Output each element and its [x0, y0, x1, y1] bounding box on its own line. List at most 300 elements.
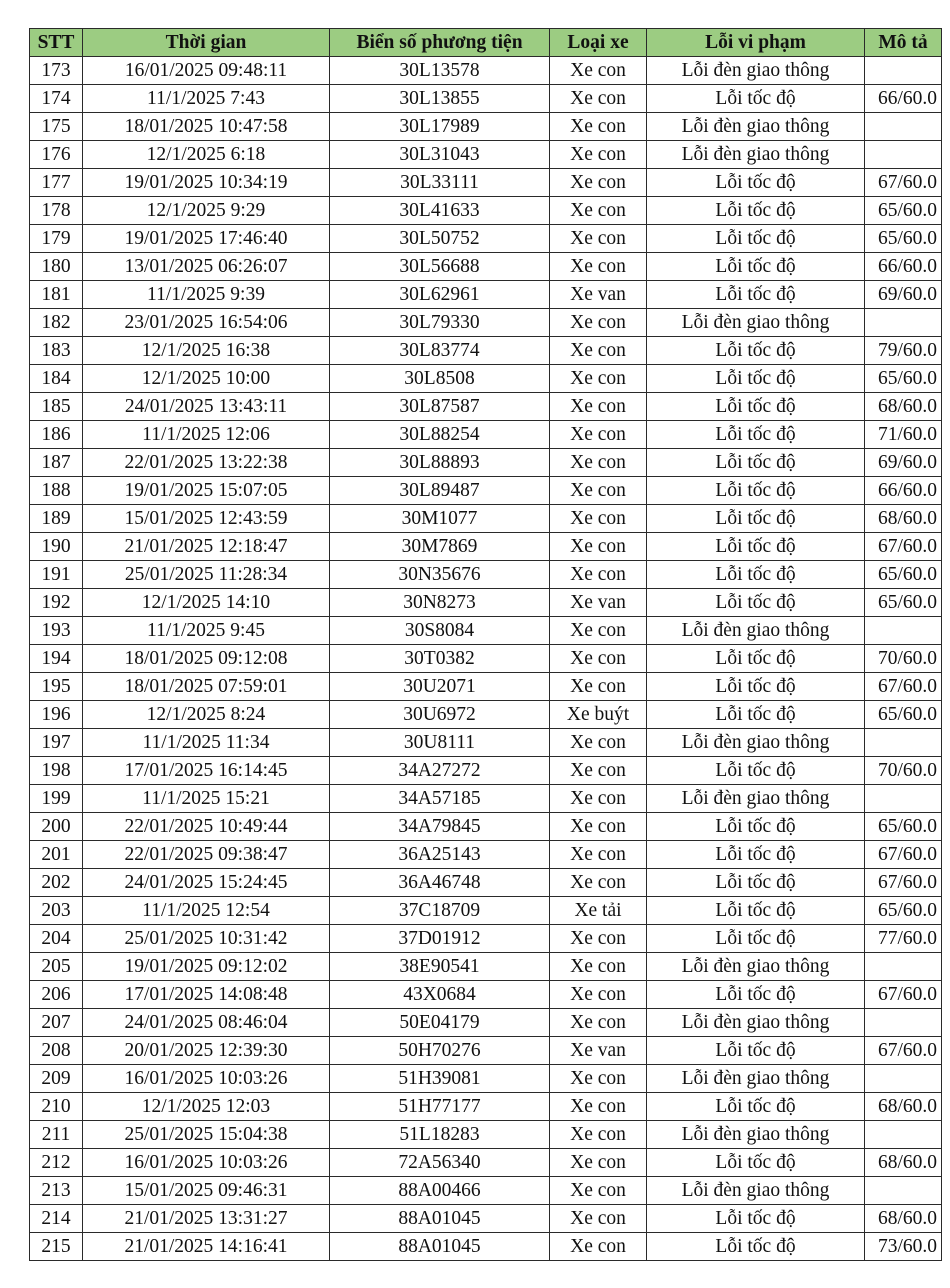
cell-violation: Lỗi tốc độ [647, 869, 865, 897]
table-row [30, 1093, 942, 1121]
cell-plate: 30S8084 [330, 617, 550, 645]
cell-vehicle-type: Xe con [550, 141, 647, 169]
table-row [30, 393, 942, 421]
cell-stt: 197 [30, 729, 83, 757]
cell-stt: 214 [30, 1205, 83, 1233]
cell-stt: 188 [30, 477, 83, 505]
cell-time: 25/01/2025 10:31:42 [83, 925, 330, 953]
cell-plate: 30L79330 [330, 309, 550, 337]
cell-description: 66/60.0 [865, 253, 942, 281]
table-row [30, 1205, 942, 1233]
cell-description [865, 1009, 942, 1037]
cell-stt: 175 [30, 113, 83, 141]
table-row [30, 645, 942, 673]
table-row [30, 617, 942, 645]
cell-time: 16/01/2025 10:03:26 [83, 1149, 330, 1177]
cell-plate: 30L88893 [330, 449, 550, 477]
cell-stt: 212 [30, 1149, 83, 1177]
cell-description [865, 141, 942, 169]
cell-description: 68/60.0 [865, 1093, 942, 1121]
cell-plate: 30U8111 [330, 729, 550, 757]
cell-violation: Lỗi tốc độ [647, 841, 865, 869]
cell-vehicle-type: Xe con [550, 169, 647, 197]
cell-stt: 198 [30, 757, 83, 785]
cell-stt: 207 [30, 1009, 83, 1037]
cell-vehicle-type: Xe tải [550, 897, 647, 925]
cell-time: 11/1/2025 15:21 [83, 785, 330, 813]
cell-time: 12/1/2025 6:18 [83, 141, 330, 169]
cell-plate: 34A57185 [330, 785, 550, 813]
cell-description [865, 57, 942, 85]
cell-description [865, 1121, 942, 1149]
cell-vehicle-type: Xe con [550, 393, 647, 421]
cell-stt: 180 [30, 253, 83, 281]
cell-violation: Lỗi đèn giao thông [647, 309, 865, 337]
cell-violation: Lỗi tốc độ [647, 1149, 865, 1177]
cell-vehicle-type: Xe con [550, 225, 647, 253]
cell-violation: Lỗi đèn giao thông [647, 617, 865, 645]
cell-description [865, 309, 942, 337]
cell-description: 79/60.0 [865, 337, 942, 365]
cell-description: 65/60.0 [865, 365, 942, 393]
cell-stt: 201 [30, 841, 83, 869]
cell-description: 65/60.0 [865, 589, 942, 617]
cell-description: 70/60.0 [865, 645, 942, 673]
cell-plate: 30M7869 [330, 533, 550, 561]
cell-plate: 30L8508 [330, 365, 550, 393]
table-row [30, 113, 942, 141]
cell-description: 67/60.0 [865, 673, 942, 701]
cell-violation: Lỗi tốc độ [647, 925, 865, 953]
table-row [30, 1009, 942, 1037]
cell-violation: Lỗi tốc độ [647, 589, 865, 617]
cell-description [865, 785, 942, 813]
cell-vehicle-type: Xe con [550, 477, 647, 505]
cell-violation: Lỗi tốc độ [647, 981, 865, 1009]
violations-table [29, 28, 942, 1261]
cell-vehicle-type: Xe van [550, 281, 647, 309]
cell-time: 21/01/2025 13:31:27 [83, 1205, 330, 1233]
cell-violation: Lỗi đèn giao thông [647, 785, 865, 813]
cell-plate: 30L62961 [330, 281, 550, 309]
table-row [30, 197, 942, 225]
cell-plate: 30N35676 [330, 561, 550, 589]
header-plate: Biển số phương tiện [330, 29, 550, 57]
cell-time: 11/1/2025 9:39 [83, 281, 330, 309]
cell-description [865, 617, 942, 645]
cell-description [865, 1065, 942, 1093]
cell-stt: 196 [30, 701, 83, 729]
header-vehicle-type: Loại xe [550, 29, 647, 57]
cell-description: 70/60.0 [865, 757, 942, 785]
cell-time: 20/01/2025 12:39:30 [83, 1037, 330, 1065]
cell-plate: 30L50752 [330, 225, 550, 253]
cell-violation: Lỗi đèn giao thông [647, 729, 865, 757]
cell-description [865, 113, 942, 141]
table-row [30, 1121, 942, 1149]
cell-description: 67/60.0 [865, 169, 942, 197]
cell-violation: Lỗi đèn giao thông [647, 953, 865, 981]
cell-violation: Lỗi tốc độ [647, 673, 865, 701]
cell-time: 11/1/2025 12:54 [83, 897, 330, 925]
header-description: Mô tả [865, 29, 942, 57]
header-row [30, 29, 942, 57]
cell-vehicle-type: Xe con [550, 449, 647, 477]
cell-stt: 173 [30, 57, 83, 85]
cell-time: 18/01/2025 09:12:08 [83, 645, 330, 673]
table-row [30, 757, 942, 785]
cell-time: 19/01/2025 17:46:40 [83, 225, 330, 253]
table-row [30, 1233, 942, 1261]
cell-plate: 30L83774 [330, 337, 550, 365]
cell-plate: 36A25143 [330, 841, 550, 869]
cell-violation: Lỗi tốc độ [647, 1205, 865, 1233]
table-row [30, 897, 942, 925]
table-row [30, 57, 942, 85]
cell-violation: Lỗi tốc độ [647, 225, 865, 253]
cell-stt: 211 [30, 1121, 83, 1149]
cell-plate: 30L17989 [330, 113, 550, 141]
cell-vehicle-type: Xe con [550, 869, 647, 897]
cell-plate: 51H39081 [330, 1065, 550, 1093]
cell-vehicle-type: Xe con [550, 561, 647, 589]
table-row [30, 309, 942, 337]
cell-vehicle-type: Xe con [550, 785, 647, 813]
cell-plate: 37C18709 [330, 897, 550, 925]
cell-time: 17/01/2025 16:14:45 [83, 757, 330, 785]
cell-time: 25/01/2025 11:28:34 [83, 561, 330, 589]
table-row [30, 449, 942, 477]
header-time: Thời gian [83, 29, 330, 57]
cell-violation: Lỗi tốc độ [647, 85, 865, 113]
cell-plate: 88A01045 [330, 1205, 550, 1233]
cell-description: 68/60.0 [865, 393, 942, 421]
cell-plate: 43X0684 [330, 981, 550, 1009]
cell-plate: 30T0382 [330, 645, 550, 673]
cell-violation: Lỗi tốc độ [647, 897, 865, 925]
cell-stt: 187 [30, 449, 83, 477]
cell-description [865, 953, 942, 981]
cell-description: 73/60.0 [865, 1233, 942, 1261]
table-row [30, 673, 942, 701]
table-row [30, 1177, 942, 1205]
table-row [30, 589, 942, 617]
table-row [30, 1037, 942, 1065]
cell-violation: Lỗi tốc độ [647, 645, 865, 673]
cell-time: 12/1/2025 16:38 [83, 337, 330, 365]
table-row [30, 1065, 942, 1093]
cell-time: 12/1/2025 8:24 [83, 701, 330, 729]
table-row [30, 169, 942, 197]
cell-stt: 191 [30, 561, 83, 589]
cell-stt: 193 [30, 617, 83, 645]
cell-vehicle-type: Xe con [550, 85, 647, 113]
cell-description: 68/60.0 [865, 1205, 942, 1233]
cell-violation: Lỗi tốc độ [647, 281, 865, 309]
table-body [30, 57, 942, 1261]
cell-time: 23/01/2025 16:54:06 [83, 309, 330, 337]
cell-vehicle-type: Xe con [550, 365, 647, 393]
cell-vehicle-type: Xe con [550, 309, 647, 337]
cell-time: 17/01/2025 14:08:48 [83, 981, 330, 1009]
cell-time: 11/1/2025 11:34 [83, 729, 330, 757]
cell-vehicle-type: Xe con [550, 337, 647, 365]
cell-stt: 182 [30, 309, 83, 337]
cell-time: 12/1/2025 14:10 [83, 589, 330, 617]
cell-stt: 206 [30, 981, 83, 1009]
cell-plate: 50H70276 [330, 1037, 550, 1065]
cell-description: 65/60.0 [865, 197, 942, 225]
cell-description: 67/60.0 [865, 533, 942, 561]
cell-violation: Lỗi tốc độ [647, 197, 865, 225]
cell-stt: 215 [30, 1233, 83, 1261]
cell-description: 77/60.0 [865, 925, 942, 953]
cell-vehicle-type: Xe con [550, 1009, 647, 1037]
cell-stt: 176 [30, 141, 83, 169]
cell-plate: 37D01912 [330, 925, 550, 953]
cell-plate: 51H77177 [330, 1093, 550, 1121]
table-row [30, 925, 942, 953]
cell-vehicle-type: Xe con [550, 253, 647, 281]
cell-description: 67/60.0 [865, 981, 942, 1009]
cell-time: 13/01/2025 06:26:07 [83, 253, 330, 281]
cell-violation: Lỗi tốc độ [647, 1093, 865, 1121]
cell-description: 66/60.0 [865, 477, 942, 505]
cell-violation: Lỗi tốc độ [647, 701, 865, 729]
cell-vehicle-type: Xe con [550, 1093, 647, 1121]
cell-time: 22/01/2025 10:49:44 [83, 813, 330, 841]
cell-description: 69/60.0 [865, 281, 942, 309]
cell-stt: 208 [30, 1037, 83, 1065]
cell-vehicle-type: Xe con [550, 1233, 647, 1261]
cell-stt: 200 [30, 813, 83, 841]
table-row [30, 1149, 942, 1177]
cell-stt: 194 [30, 645, 83, 673]
table-row [30, 281, 942, 309]
table-row [30, 225, 942, 253]
cell-time: 22/01/2025 09:38:47 [83, 841, 330, 869]
cell-stt: 177 [30, 169, 83, 197]
cell-vehicle-type: Xe van [550, 589, 647, 617]
cell-time: 12/1/2025 9:29 [83, 197, 330, 225]
cell-vehicle-type: Xe buýt [550, 701, 647, 729]
table-row [30, 253, 942, 281]
cell-vehicle-type: Xe con [550, 953, 647, 981]
cell-stt: 192 [30, 589, 83, 617]
cell-stt: 184 [30, 365, 83, 393]
cell-violation: Lỗi đèn giao thông [647, 1009, 865, 1037]
cell-vehicle-type: Xe con [550, 757, 647, 785]
cell-stt: 179 [30, 225, 83, 253]
cell-plate: 30L31043 [330, 141, 550, 169]
header-stt: STT [30, 29, 83, 57]
cell-violation: Lỗi tốc độ [647, 561, 865, 589]
cell-time: 25/01/2025 15:04:38 [83, 1121, 330, 1149]
cell-vehicle-type: Xe con [550, 421, 647, 449]
cell-stt: 210 [30, 1093, 83, 1121]
cell-time: 15/01/2025 12:43:59 [83, 505, 330, 533]
cell-violation: Lỗi tốc độ [647, 253, 865, 281]
cell-description: 67/60.0 [865, 1037, 942, 1065]
cell-violation: Lỗi đèn giao thông [647, 1177, 865, 1205]
cell-plate: 51L18283 [330, 1121, 550, 1149]
cell-plate: 36A46748 [330, 869, 550, 897]
cell-plate: 30L88254 [330, 421, 550, 449]
cell-vehicle-type: Xe con [550, 1121, 647, 1149]
cell-stt: 204 [30, 925, 83, 953]
cell-vehicle-type: Xe con [550, 673, 647, 701]
table-row [30, 953, 942, 981]
table-row [30, 785, 942, 813]
cell-time: 24/01/2025 08:46:04 [83, 1009, 330, 1037]
cell-description: 69/60.0 [865, 449, 942, 477]
cell-violation: Lỗi tốc độ [647, 169, 865, 197]
cell-vehicle-type: Xe van [550, 1037, 647, 1065]
cell-plate: 30L89487 [330, 477, 550, 505]
cell-description: 65/60.0 [865, 897, 942, 925]
cell-plate: 50E04179 [330, 1009, 550, 1037]
cell-plate: 30N8273 [330, 589, 550, 617]
table-row [30, 701, 942, 729]
cell-plate: 30L41633 [330, 197, 550, 225]
cell-time: 18/01/2025 10:47:58 [83, 113, 330, 141]
cell-description: 68/60.0 [865, 1149, 942, 1177]
cell-stt: 189 [30, 505, 83, 533]
cell-plate: 30M1077 [330, 505, 550, 533]
table-row [30, 337, 942, 365]
table-row [30, 561, 942, 589]
cell-time: 21/01/2025 14:16:41 [83, 1233, 330, 1261]
table-row [30, 505, 942, 533]
cell-description: 66/60.0 [865, 85, 942, 113]
cell-time: 15/01/2025 09:46:31 [83, 1177, 330, 1205]
cell-plate: 30L13855 [330, 85, 550, 113]
cell-violation: Lỗi tốc độ [647, 393, 865, 421]
table-row [30, 421, 942, 449]
cell-vehicle-type: Xe con [550, 813, 647, 841]
cell-violation: Lỗi đèn giao thông [647, 113, 865, 141]
cell-stt: 205 [30, 953, 83, 981]
cell-violation: Lỗi đèn giao thông [647, 1121, 865, 1149]
cell-plate: 30U2071 [330, 673, 550, 701]
cell-time: 11/1/2025 9:45 [83, 617, 330, 645]
cell-time: 18/01/2025 07:59:01 [83, 673, 330, 701]
cell-time: 12/1/2025 10:00 [83, 365, 330, 393]
cell-time: 24/01/2025 13:43:11 [83, 393, 330, 421]
cell-plate: 30U6972 [330, 701, 550, 729]
cell-description: 65/60.0 [865, 701, 942, 729]
cell-time: 22/01/2025 13:22:38 [83, 449, 330, 477]
cell-time: 21/01/2025 12:18:47 [83, 533, 330, 561]
cell-time: 19/01/2025 15:07:05 [83, 477, 330, 505]
cell-time: 19/01/2025 09:12:02 [83, 953, 330, 981]
cell-description: 68/60.0 [865, 505, 942, 533]
table-row [30, 841, 942, 869]
cell-stt: 195 [30, 673, 83, 701]
table-row [30, 981, 942, 1009]
table-row [30, 365, 942, 393]
cell-vehicle-type: Xe con [550, 645, 647, 673]
cell-vehicle-type: Xe con [550, 1065, 647, 1093]
cell-stt: 190 [30, 533, 83, 561]
cell-violation: Lỗi tốc độ [647, 1037, 865, 1065]
cell-vehicle-type: Xe con [550, 57, 647, 85]
cell-plate: 72A56340 [330, 1149, 550, 1177]
cell-time: 12/1/2025 12:03 [83, 1093, 330, 1121]
cell-stt: 174 [30, 85, 83, 113]
cell-plate: 34A79845 [330, 813, 550, 841]
cell-violation: Lỗi tốc độ [647, 757, 865, 785]
cell-vehicle-type: Xe con [550, 113, 647, 141]
cell-description: 67/60.0 [865, 841, 942, 869]
cell-time: 16/01/2025 09:48:11 [83, 57, 330, 85]
cell-violation: Lỗi tốc độ [647, 813, 865, 841]
cell-stt: 183 [30, 337, 83, 365]
cell-violation: Lỗi tốc độ [647, 477, 865, 505]
table-row [30, 477, 942, 505]
table-row [30, 813, 942, 841]
cell-vehicle-type: Xe con [550, 1205, 647, 1233]
cell-vehicle-type: Xe con [550, 533, 647, 561]
cell-description: 65/60.0 [865, 225, 942, 253]
cell-time: 19/01/2025 10:34:19 [83, 169, 330, 197]
cell-time: 11/1/2025 12:06 [83, 421, 330, 449]
cell-time: 16/01/2025 10:03:26 [83, 1065, 330, 1093]
cell-violation: Lỗi tốc độ [647, 505, 865, 533]
cell-plate: 38E90541 [330, 953, 550, 981]
cell-vehicle-type: Xe con [550, 617, 647, 645]
table-row [30, 533, 942, 561]
cell-violation: Lỗi tốc độ [647, 533, 865, 561]
cell-time: 11/1/2025 7:43 [83, 85, 330, 113]
cell-violation: Lỗi tốc độ [647, 337, 865, 365]
cell-description: 65/60.0 [865, 561, 942, 589]
cell-vehicle-type: Xe con [550, 729, 647, 757]
cell-description [865, 1177, 942, 1205]
cell-violation: Lỗi tốc độ [647, 421, 865, 449]
cell-stt: 181 [30, 281, 83, 309]
cell-violation: Lỗi đèn giao thông [647, 57, 865, 85]
cell-stt: 202 [30, 869, 83, 897]
table-row [30, 85, 942, 113]
header-violation: Lỗi vi phạm [647, 29, 865, 57]
cell-plate: 30L87587 [330, 393, 550, 421]
cell-vehicle-type: Xe con [550, 925, 647, 953]
cell-description: 71/60.0 [865, 421, 942, 449]
cell-vehicle-type: Xe con [550, 1149, 647, 1177]
cell-plate: 88A00466 [330, 1177, 550, 1205]
cell-description: 65/60.0 [865, 813, 942, 841]
cell-stt: 199 [30, 785, 83, 813]
cell-violation: Lỗi tốc độ [647, 365, 865, 393]
cell-stt: 203 [30, 897, 83, 925]
cell-violation: Lỗi đèn giao thông [647, 1065, 865, 1093]
cell-vehicle-type: Xe con [550, 1177, 647, 1205]
cell-stt: 209 [30, 1065, 83, 1093]
cell-description: 67/60.0 [865, 869, 942, 897]
cell-violation: Lỗi tốc độ [647, 449, 865, 477]
cell-description [865, 729, 942, 757]
cell-stt: 186 [30, 421, 83, 449]
cell-plate: 30L56688 [330, 253, 550, 281]
cell-violation: Lỗi đèn giao thông [647, 141, 865, 169]
table-row [30, 729, 942, 757]
cell-vehicle-type: Xe con [550, 841, 647, 869]
cell-vehicle-type: Xe con [550, 981, 647, 1009]
cell-plate: 34A27272 [330, 757, 550, 785]
table-row [30, 869, 942, 897]
cell-vehicle-type: Xe con [550, 197, 647, 225]
